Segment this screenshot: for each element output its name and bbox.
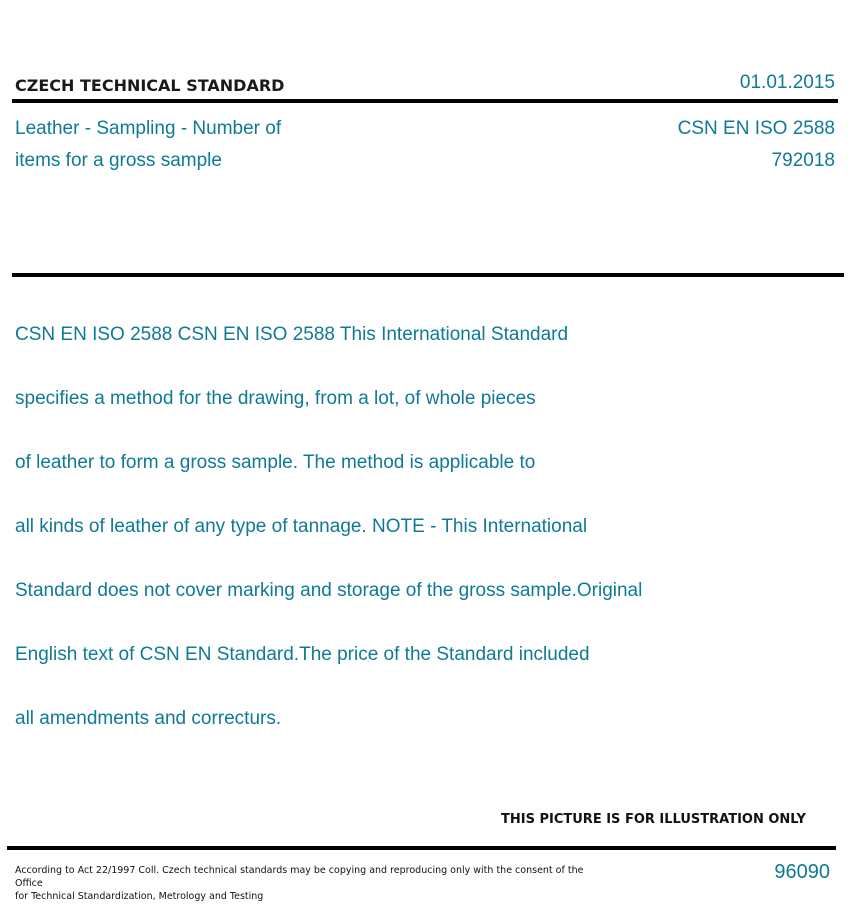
standard-title [15,113,415,177]
legal-notice-line: for Technical Standardization, Metrology and Testing [15,891,264,902]
description-line: Standard does not cover marking and storage of the gross sample.Original [15,580,643,601]
standard-title-line: items for a gross sample [15,150,222,171]
description-line: specifies a method for the drawing, from a lot, of whole pieces [15,388,536,409]
section-divider [12,273,844,277]
page-number: 96090 [774,861,830,883]
description-line: CSN EN ISO 2588 CSN EN ISO 2588 This International Standard [15,324,569,345]
footer-divider [7,846,836,850]
document-type-label: CZECH TECHNICAL STANDARD [15,76,285,95]
standard-title-line: Leather - Sampling - Number of [15,118,282,139]
catalog-number: 792018 [771,150,835,171]
legal-notice-line: According to Act 22/1997 Coll. Czech technical standards may be copying and reproducing only with the consent of the Office [15,865,584,889]
standard-description [15,287,755,767]
description-line: all kinds of leather of any type of tannage. NOTE - This International [15,516,588,537]
description-line: of leather to form a gross sample. The method is applicable to [15,452,536,473]
description-line: English text of CSN EN Standard.The price of the Standard included [15,644,590,665]
standard-code: CSN EN ISO 2588 [677,118,835,139]
illustration-note: THIS PICTURE IS FOR ILLUSTRATION ONLY [501,812,806,827]
standard-identifiers [678,113,835,177]
issue-date: 01.01.2015 [739,72,835,93]
legal-notice [15,864,595,903]
header-divider [12,99,838,103]
description-line: all amendments and correcturs. [15,708,282,729]
